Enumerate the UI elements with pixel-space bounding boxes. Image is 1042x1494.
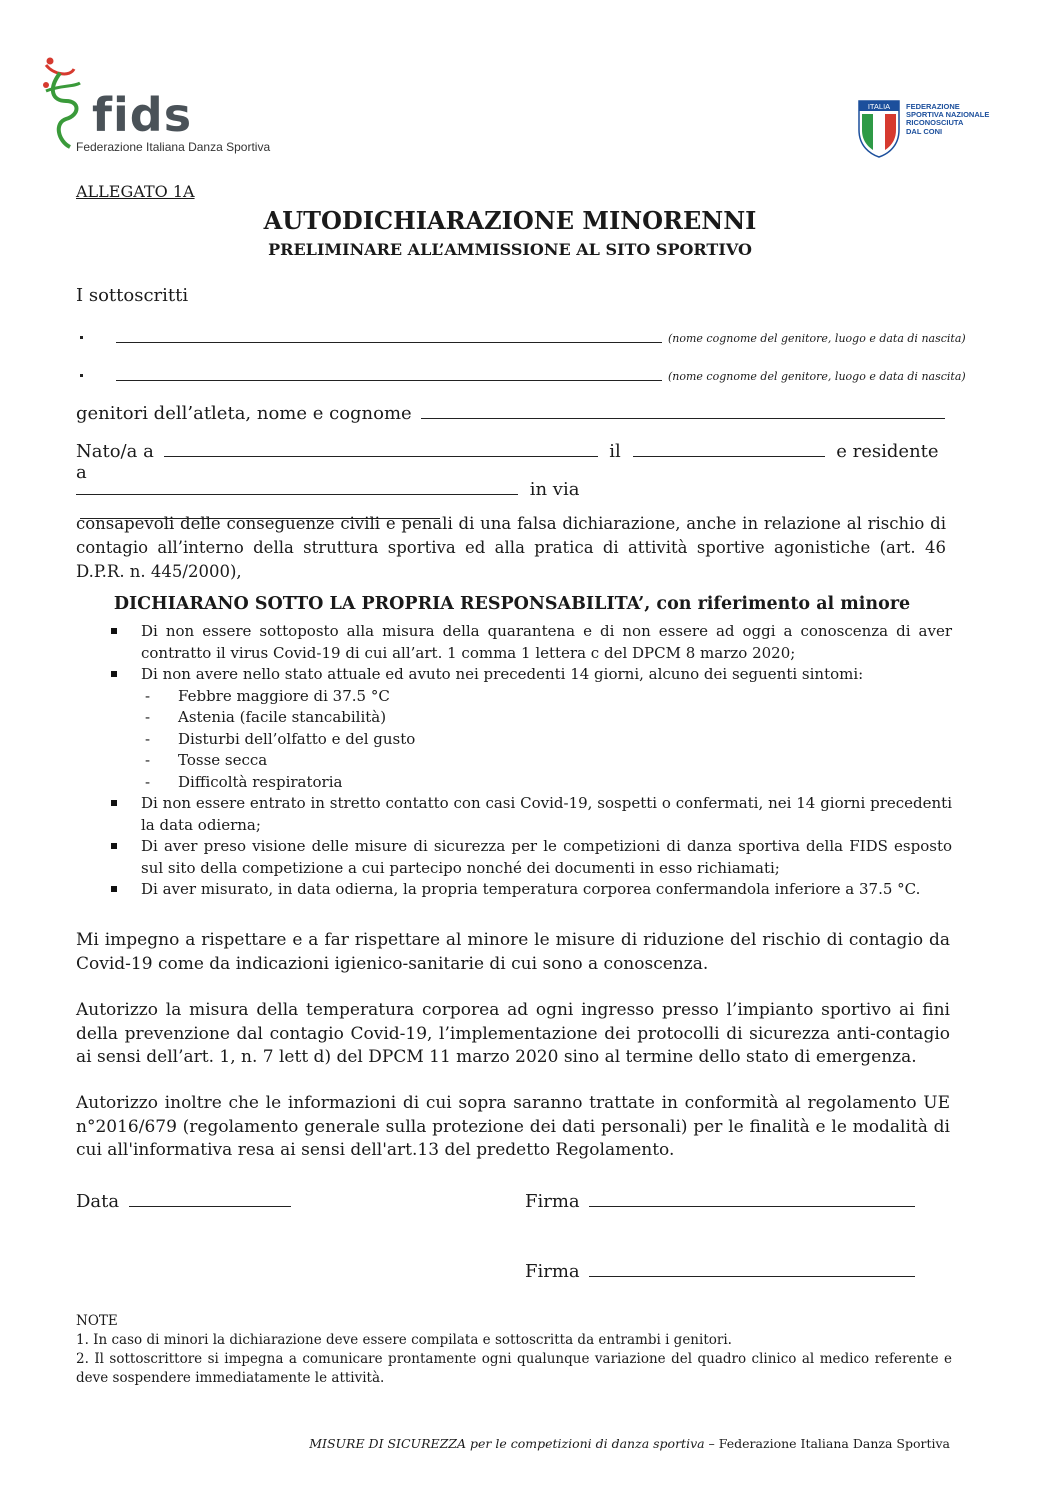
document-title: AUTODICHIARAZIONE MINORENNI: [263, 206, 757, 235]
parent-hint: (nome cognome del genitore, luogo e data di nascita): [668, 332, 966, 345]
awareness-paragraph: consapevoli delle conseguenze civili e penali di una falsa dichiarazione, anche in relazione al rischio di contagio all’interno della struttura sportiva ed alla pratica di attività sportive agonistiche (art. 46 D.P.R. n. 445/2000),: [76, 514, 946, 581]
declaration-item: [108, 836, 952, 879]
date-field: [76, 1188, 291, 1212]
bullet-icon: [80, 374, 83, 377]
coni-line: FEDERAZIONE: [906, 102, 960, 111]
declaration-text: Di non essere entrato in stretto contatto con casi Covid-19, sospetti o confermati, nei 14 giorni precedenti la data odierna;: [141, 794, 952, 834]
document-subtitle: PRELIMINARE ALL’AMMISSIONE AL SITO SPORTIVO: [268, 240, 752, 259]
coni-line: DAL CONI: [906, 126, 943, 136]
parent-2-line[interactable]: [116, 380, 662, 381]
coni-line: RICONOSCIUTA: [906, 118, 964, 128]
note-item: 2. Il sottoscrittore si impegna a comunicare prontamente ogni qualunque variazione del quadro clinico al medico referente e deve sospendere immediatamente le attività.: [76, 1351, 952, 1386]
declaration-heading: DICHIARANO SOTTO LA PROPRIA RESPONSABILITA’, con riferimento al minore: [113, 594, 911, 614]
page-footer: [0, 1436, 950, 1451]
symptom-list: [141, 686, 952, 794]
date-line[interactable]: [129, 1188, 291, 1207]
note-item: 1. In caso di minori la dichiarazione deve essere compilata e sottoscritta da entrambi i genitori.: [76, 1332, 732, 1348]
signature-label: Firma: [525, 1261, 580, 1282]
date-label: Data: [76, 1191, 120, 1212]
birthplace-label: Nato/a a: [76, 441, 154, 462]
symptom-item: - Astenia (facile stancabilità): [141, 707, 952, 729]
declaration-text: Di aver misurato, in data odierna, la propria temperatura corporea confermandola inferiore a 37.5 °C.: [141, 880, 921, 898]
birthplace-line[interactable]: [164, 438, 598, 457]
declaration-item: [108, 879, 952, 901]
declaration-text: Di non avere nello stato attuale ed avuto nei precedenti 14 giorni, alcuno dei seguenti sintomi:: [141, 665, 864, 683]
residence-label: e residente a: [76, 441, 939, 483]
bullet-icon: [80, 336, 83, 339]
declaration-item: [108, 621, 952, 664]
birthdate-line[interactable]: [633, 438, 825, 457]
notes-heading: NOTE: [76, 1313, 118, 1329]
attachment-label: ALLEGATO 1A: [76, 182, 195, 201]
coni-shield-icon: [858, 100, 900, 158]
declaration-text: Di non essere sottoposto alla misura della quarantena e di non essere ad oggi a conoscenza di aver contratto il virus Covid-19 di cui all’art. 1 comma 1 lettera c del DPCM 8 marzo 2020;: [141, 622, 952, 662]
notes-section: [76, 1312, 952, 1388]
fids-wordmark: fids: [92, 88, 193, 142]
signature-field-2: [525, 1258, 915, 1282]
symptom-item: - Disturbi dell’olfatto e del gusto: [141, 729, 952, 751]
parent-hint: (nome cognome del genitore, luogo e data di nascita): [668, 370, 966, 383]
symptom-item: - Difficoltà respiratoria: [141, 772, 952, 794]
footer-italic-text: MISURE DI SICUREZZA per le competizioni di danza sportiva: [309, 1436, 705, 1451]
birthdate-label: il: [609, 441, 621, 462]
symptom-item: - Tosse secca: [141, 750, 952, 772]
symptom-item: - Febbre maggiore di 37.5 °C: [141, 686, 952, 708]
parent-1-line[interactable]: [116, 342, 662, 343]
signature-line-1[interactable]: [589, 1188, 915, 1207]
residence-city-line[interactable]: [76, 476, 518, 495]
declaration-item: [108, 664, 952, 793]
signatories-label: I sottoscritti: [76, 285, 189, 306]
declaration-item: [108, 793, 952, 836]
declaration-text: Di aver preso visione delle misure di sicurezza per le competizioni di danza sportiva della FIDS esposto sul sito della competizione a cui partecipo nonché dei documenti in esso richiamati;: [141, 837, 952, 877]
temperature-authorization-paragraph: Autorizzo la misura della temperatura corporea ad ogni ingresso presso l’impianto sportivo ai fini della prevenzione dal contagio Covid-19, l’implementazione dei protocolli di sicurezza anti-contagio ai sensi dell’art. 1, n. 7 lett d) del DPCM 11 marzo 2020 sino al termine dello stato di emergenza.: [76, 1000, 950, 1067]
street-label: in via: [529, 479, 580, 500]
signature-line-2[interactable]: [589, 1258, 915, 1277]
athlete-name-line[interactable]: [421, 400, 945, 419]
privacy-authorization-paragraph: Autorizzo inoltre che le informazioni di cui sopra saranno trattate in conformità al regolamento UE n°2016/679 (regolamento generale sulla protezione dei dati personali) per le finalità e le modalità di cui all'informativa resa ai sensi dell'art.13 del predetto Regolamento.: [76, 1093, 950, 1160]
athlete-name-row: [76, 400, 946, 424]
fids-logo-subtitle: Federazione Italiana Danza Sportiva: [76, 140, 271, 154]
athlete-name-label: genitori dell’atleta, nome e cognome: [76, 403, 412, 424]
signature-label: Firma: [525, 1191, 580, 1212]
coni-recognition-text: [906, 103, 989, 136]
declaration-list: [108, 621, 952, 901]
coni-line: SPORTIVA NAZIONALE: [906, 110, 990, 120]
signature-field-1: [525, 1188, 915, 1212]
commitment-paragraph: Mi impegno a rispettare e a far rispettare al minore le misure di riduzione del rischio di contagio da Covid-19 come da indicazioni igienico-sanitarie di cui sono a conoscenza.: [76, 930, 950, 974]
footer-text: – Federazione Italiana Danza Sportiva: [704, 1436, 950, 1451]
coni-badge-text: ITALIA: [867, 102, 891, 111]
